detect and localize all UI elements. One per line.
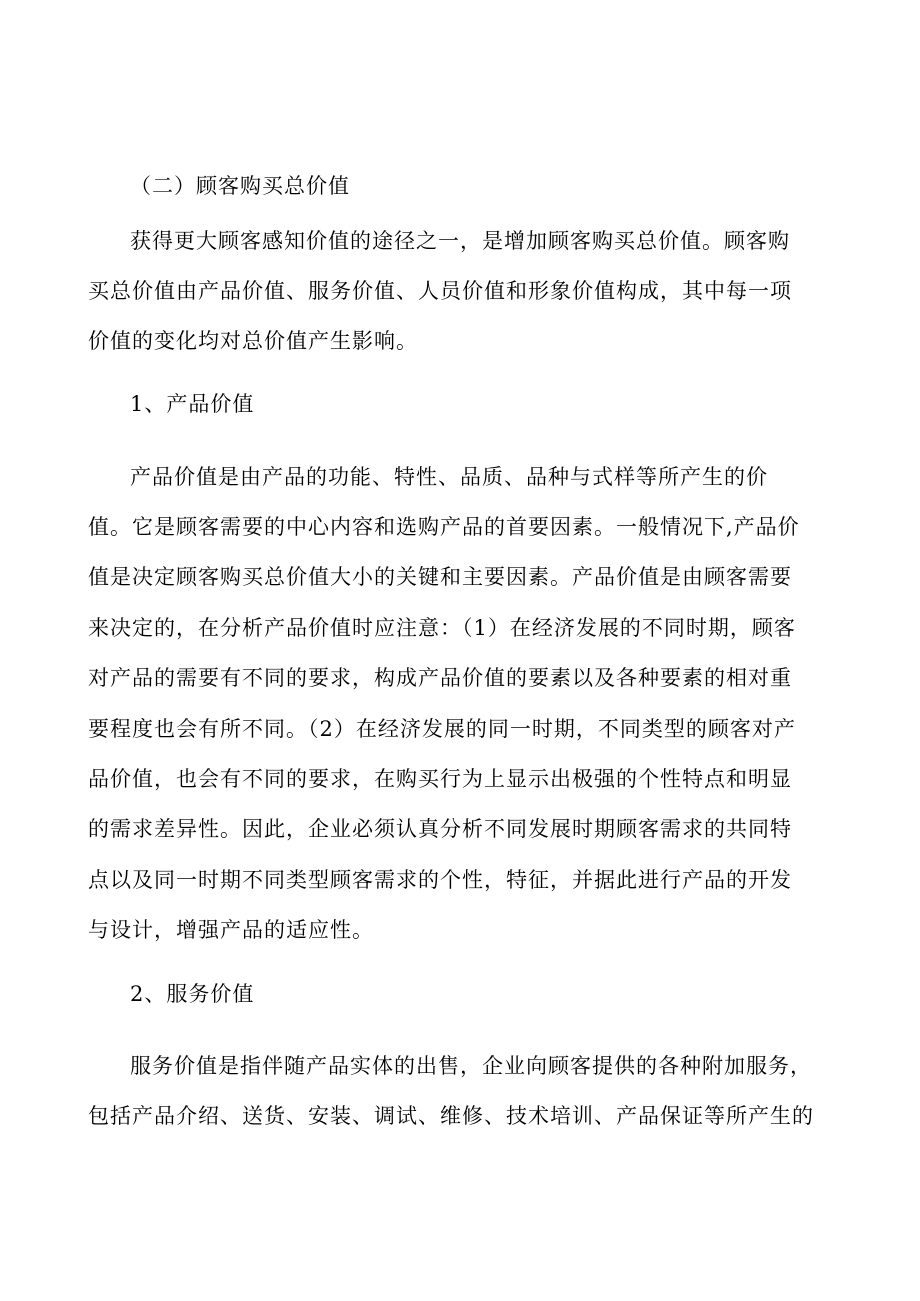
paragraph-line: 来决定的，在分析产品价值时应注意：（1）在经济发展的不同时期，顾客 — [88, 616, 796, 640]
paragraph-line: 值。它是顾客需要的中心内容和选购产品的首要因素。一般情况下,产品价 — [88, 515, 800, 539]
paragraph-line: 要程度也会有所不同。（2）在经济发展的同一时期，不同类型的顾客对产 — [88, 717, 796, 741]
paragraph-line: 的需求差异性。因此，企业必须认真分析不同发展时期顾客需求的共同特 — [88, 817, 792, 841]
paragraph-line: 服务价值是指伴随产品实体的出售，企业向顾客提供的各种附加服务， — [130, 1054, 812, 1078]
paragraph-line: 包括产品介绍、送货、安装、调试、维修、技术培训、产品保证等所产生的 — [88, 1104, 814, 1128]
subsection-heading: 2、服务价值 — [130, 982, 255, 1006]
paragraph-line: 与设计，增强产品的适应性。 — [88, 918, 374, 942]
paragraph-line: 品价值，也会有不同的要求，在购买行为上显示出极强的个性特点和明显 — [88, 767, 792, 791]
paragraph-line: 买总价值由产品价值、服务价值、人员价值和形象价值构成，其中每一项 — [88, 279, 792, 303]
paragraph-line: 获得更大顾客感知价值的途径之一，是增加顾客购买总价值。顾客购 — [130, 229, 790, 253]
subsection-heading: 1、产品价值 — [130, 392, 255, 416]
paragraph-line: 产品价值是由产品的功能、特性、品质、品种与式样等所产生的价 — [130, 465, 768, 489]
paragraph-line: 对产品的需要有不同的要求，构成产品价值的要素以及各种要素的相对重 — [88, 666, 792, 690]
paragraph-line: 价值的变化均对总价值产生影响。 — [88, 329, 418, 353]
paragraph-line: 值是决定顾客购买总价值大小的关键和主要因素。产品价值是由顾客需要 — [88, 565, 792, 589]
paragraph-line: 点以及同一时期不同类型顾客需求的个性，特征，并据此进行产品的开发 — [88, 868, 792, 892]
section-heading: （二）顾客购买总价值 — [130, 174, 350, 198]
